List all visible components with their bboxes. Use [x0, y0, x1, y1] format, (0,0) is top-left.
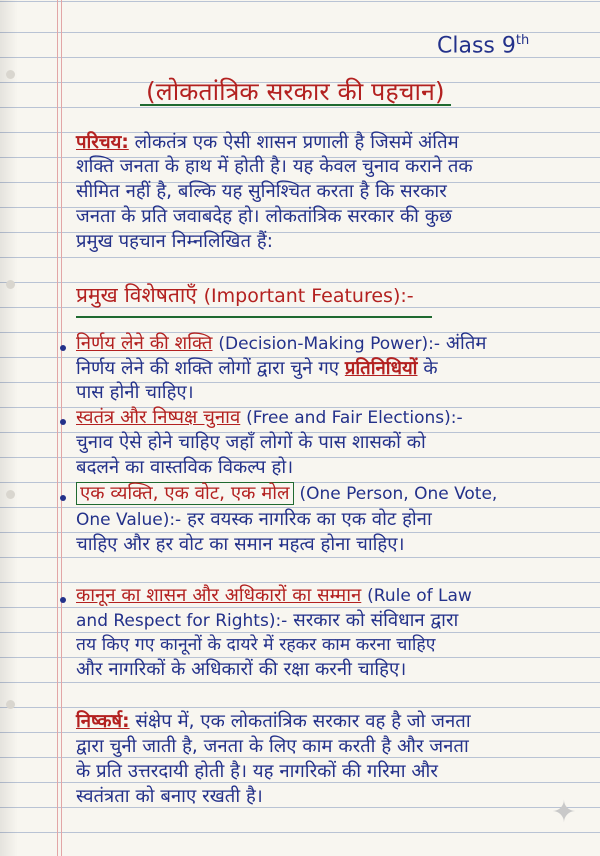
feature-4-text-2: सरकार को संविधान द्वारा	[293, 610, 459, 631]
intro-line-2: शक्ति जनता के हाथ में होती है। यह केवल चुनाव कराने तक	[76, 156, 473, 177]
conclusion-label: निष्कर्ष:	[76, 711, 130, 732]
feature-3-text-2: हर वयस्क नागरिक का एक वोट होना	[187, 509, 432, 530]
feature-1-line-3: पास होनी चाहिए।	[76, 382, 194, 403]
feature-4-line-3: तय किए गए कानूनों के दायरे में रहकर काम करना चाहिए	[76, 635, 436, 655]
heading-underline	[76, 316, 432, 318]
class-superscript: th	[515, 33, 530, 48]
bullet-dot	[60, 495, 66, 501]
feature-2-english: (Free and Fair Elections):-	[246, 408, 463, 428]
binding-hole	[6, 700, 15, 709]
sparkle-icon: ✦	[551, 795, 577, 830]
bullet-dot	[60, 345, 66, 351]
page-title: (लोकतांत्रिक सरकार की पहचान)	[140, 79, 451, 106]
conclusion-line-3: के प्रति उत्तरदायी होती है। यह नागरिकों की गरिमा और	[76, 761, 438, 782]
feature-3-english-2: One Value):-	[76, 510, 182, 530]
feature-1-text-2: निर्णय लेने की शक्ति लोगों द्वारा चुने गए	[76, 358, 339, 379]
feature-3-english: (One Person, One Vote,	[299, 484, 498, 504]
feature-4-line-2	[76, 612, 458, 631]
feature-2-title: स्वतंत्र और निष्पक्ष चुनाव	[76, 407, 241, 428]
conclusion-text-1: संक्षेप में, एक लोकतांत्रिक सरकार वह है जो जनता	[135, 711, 471, 732]
feature-1-title: निर्णय लेने की शक्ति	[76, 333, 213, 354]
feature-4-english: (Rule of Law	[367, 586, 472, 606]
feature-1-line-2	[76, 360, 438, 379]
feature-1-english: (Decision-Making Power):-	[218, 334, 440, 354]
feature-2-line-1	[76, 409, 463, 428]
conclusion-line-4: स्वतंत्रता को बनाए रखती है।	[76, 786, 263, 807]
intro-line-1	[76, 134, 459, 153]
feature-2-line-3: बदलने का वास्तविक विकल्प हो।	[76, 457, 294, 478]
intro-label: परिचय:	[76, 132, 129, 153]
feature-4-english-2: and Respect for Rights):-	[76, 611, 288, 631]
feature-1-text-2-end: के	[423, 358, 438, 379]
bullet-dot	[60, 419, 66, 425]
feature-4-title: कानून का शासन और अधिकारों का सम्मान	[76, 585, 362, 606]
feature-1-highlight: प्रतिनिधियों	[344, 358, 418, 379]
feature-3-line-1	[76, 485, 497, 504]
intro-text-1: लोकतंत्र एक ऐसी शासन प्रणाली है जिसमें अंतिम	[134, 132, 459, 153]
feature-2-line-2: चुनाव ऐसे होने चाहिए जहाँ लोगों के पास शासकों को	[76, 432, 426, 453]
feature-1-line-1	[76, 335, 486, 354]
features-heading	[76, 285, 414, 306]
binding-hole	[6, 280, 15, 289]
class-label	[437, 34, 529, 57]
features-heading-english: (Important Features):-	[203, 285, 414, 307]
intro-line-5: प्रमुख पहचान निम्नलिखित हैं:	[76, 231, 273, 252]
feature-1-line-1-rest: अंतिम	[445, 333, 487, 354]
intro-line-4: जनता के प्रति जवाबदेह हो। लोकतांत्रिक सरकार की कुछ	[76, 206, 452, 227]
conclusion-line-2: द्वारा चुनी जाती है, जनता के लिए काम करती है और जनता	[76, 736, 469, 757]
binding-hole	[6, 490, 15, 499]
feature-4-line-1	[76, 587, 472, 606]
feature-3-line-2	[76, 511, 432, 530]
conclusion-line-1	[76, 713, 471, 732]
feature-4-line-4: और नागरिकों के अधिकारों की रक्षा करनी चाहिए।	[76, 659, 407, 680]
bullet-dot	[60, 597, 66, 603]
feature-3-title: एक व्यक्ति, एक वोट, एक मोल	[76, 482, 294, 505]
class-text: Class 9	[437, 33, 516, 59]
page-shadow	[0, 0, 18, 856]
binding-hole	[6, 70, 15, 79]
features-heading-hindi: प्रमुख विशेषताएँ	[76, 283, 197, 307]
feature-3-line-3: चाहिए और हर वोट का समान महत्व होना चाहिए।	[76, 534, 405, 555]
intro-line-3: सीमित नहीं है, बल्कि यह सुनिश्चित करता है कि सरकार	[76, 181, 447, 202]
